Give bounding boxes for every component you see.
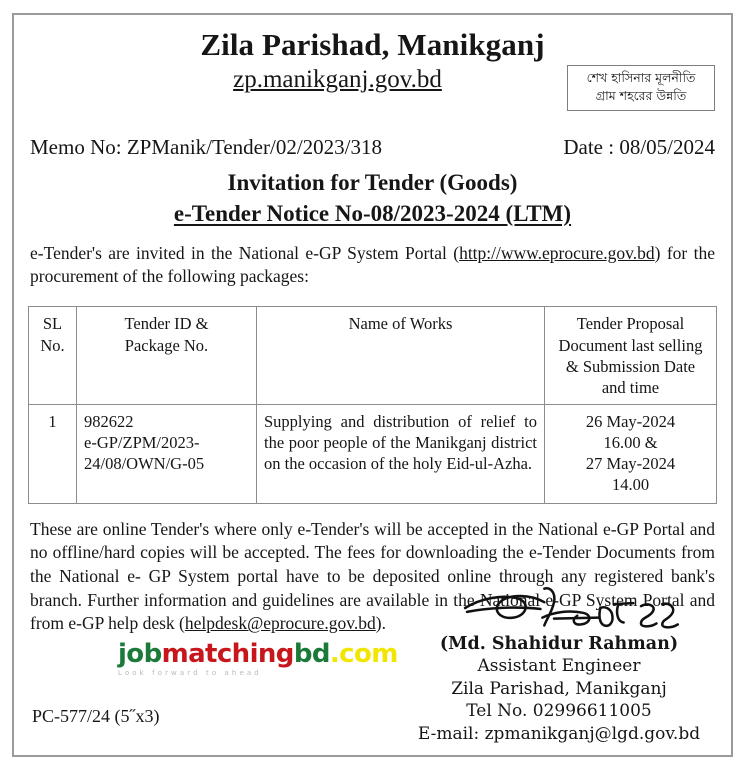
sl-no-line-2: No. [40,335,65,355]
signatory-designation: Assistant Engineer [477,656,641,677]
watermark-part-matching: matching [161,639,294,669]
sl-no-line-1: SL [42,314,63,334]
tender-id-value: 982622 [84,411,134,431]
slogan-line-1: শেখ হাসিনার মূলনীতি [586,69,696,85]
etender-notice-heading: e-Tender Notice No-08/2023-2024 (LTM) [173,200,572,226]
intro-text-after-link: ) for the procurement of the following packages: [30,242,715,287]
name-of-works-label: Name of Works [348,314,453,334]
cell-proposal-dates [545,404,717,503]
conditions-text-before-email: These are online Tender's where only e-Tender's will be accepted in the National e-GP Portal and no offline/hard copies will be accepted. The fees for downloading the e-Tender Documents from the National e- GP System portal have to be deposited online through any registered bank's branch. Further information and guidelines are available in the National e-GP System Portal and from e-GP help desk ( [30,518,715,634]
header-row [28,65,717,117]
memo-date: Date : 08/05/2024 [563,134,715,159]
proposal-line-4: and time [601,377,660,397]
notice-outer-frame [12,13,733,757]
table-header-row [29,307,717,404]
memo-number: Memo No: ZPManik/Tender/02/2023/318 [30,134,382,159]
signatory-name: (Md. Shahidur Rahman) [439,633,679,654]
intro-text-before-link: e-Tender's are invited in the National e-GP System Portal ( [30,242,460,263]
table-row [29,404,717,503]
jobmatchingbd-watermark-logo [118,639,398,677]
date-line-2: 16.00 & [603,432,658,452]
date-line-3: 27 May-2024 [585,454,676,474]
tender-table [28,306,717,503]
proposal-line-1: Tender Proposal [576,314,685,334]
package-no-value: e-GP/ZPM/2023-24/08/OWN/G-05 [84,432,205,474]
watermark-part-dot: . [329,639,340,669]
website-url: zp.manikganj.gov.bd [233,65,442,93]
signatory-telephone: Tel No. 02996611005 [466,701,652,722]
cell-name-of-works: Supplying and distribution of relief to the poor people of the Manikganj district on the occasion of the holy Eid-ul-Azha. [257,404,545,503]
slogan-line-2: গ্রাম শহরের উন্নতি [595,88,687,104]
watermark-part-com: com [339,639,398,669]
organization-title: Zila Parishad, Manikganj [200,27,545,62]
eprocure-portal-link[interactable]: http://www.eprocure.gov.bd [459,242,655,263]
watermark-wordmark [118,639,398,669]
signatory-email: E-mail: zpmanikganj@lgd.gov.bd [417,723,701,744]
conditions-text-after-email: ). [375,613,386,634]
tender-id-line-2: Package No. [124,335,209,355]
watermark-part-job: job [118,639,162,669]
watermark-tagline: Look forward to ahead [118,669,262,677]
column-header-tender-id [77,307,257,404]
invitation-heading: Invitation for Tender (Goods) [227,169,518,195]
cell-tender-id [77,404,257,503]
watermark-part-bd: bd [293,639,330,669]
date-line-4: 14.00 [611,475,650,495]
helpdesk-email-link[interactable]: helpdesk@eprocure.gov.bd [184,613,376,634]
pc-reference-code: PC-577/24 (5˝x3) [32,706,160,726]
column-header-sl-no [29,307,77,404]
proposal-line-3: & Submission Date [565,356,696,376]
proposal-line-2: Document last selling [558,335,703,355]
handwritten-signature-icon [409,579,699,637]
signatory-office: Zila Parishad, Manikganj [451,678,667,699]
column-header-name-of-works [257,307,545,404]
date-line-1: 26 May-2024 [585,411,676,431]
tender-id-line-1: Tender ID & [124,314,209,334]
intro-paragraph [28,242,717,289]
memo-date-row [28,135,717,160]
slogan-box [567,65,715,112]
column-header-proposal-dates [545,307,717,404]
cell-sl-no: 1 [29,404,77,503]
signature-block [409,579,709,746]
